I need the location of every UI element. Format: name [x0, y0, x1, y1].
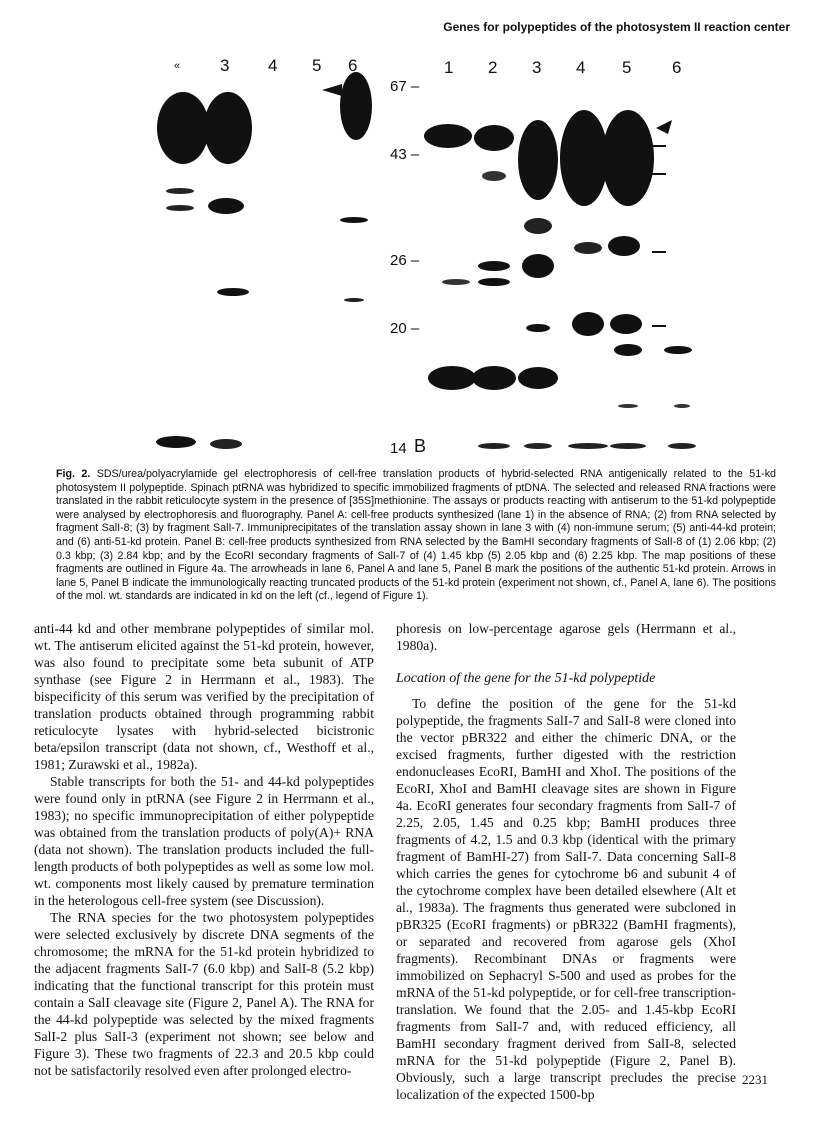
- gel-band: [618, 404, 638, 408]
- gel-band: [478, 443, 510, 449]
- gel-band: [217, 288, 249, 296]
- gel-band: [522, 254, 554, 278]
- panel-b-lane-6: 6: [672, 58, 682, 77]
- panel-a-lane-3: 3: [220, 56, 230, 75]
- left-column: [34, 620, 374, 1079]
- mw-marker-43: 43 –: [390, 146, 420, 163]
- mw-marker-14: 14: [390, 440, 407, 457]
- panel-b-gel-area: [390, 48, 704, 458]
- gel-band: [524, 218, 552, 234]
- arrowhead-marker: [656, 120, 672, 134]
- gel-band: [610, 314, 642, 334]
- panel-b-lane-5: 5: [622, 58, 632, 77]
- page-number: 2231: [742, 1072, 768, 1087]
- gel-band: [518, 120, 558, 200]
- gel-band: [574, 242, 602, 254]
- gel-band: [526, 324, 550, 332]
- left-paragraph-1: anti-44 kd and other membrane polypeptides of similar mol. wt. The antiserum elicited against the 51-kd protein, however, was also found to precipitate some beta subunit of ATP synthase (see Figure 2 in Herrmann et al., 1983). The bispecificity of this serum was verified by the precipitation of translation products obtained through programming rabbit reticulocyte lysates with hybrid-selected bicistronic beta/epsilon transcript (data not shown, cf., Westhoff et al., 1981; Zurawski et al., 1982a).: [34, 621, 374, 772]
- gel-band: [482, 171, 506, 181]
- gel-band: [518, 367, 558, 389]
- mw-marker-26: 26 –: [390, 252, 420, 269]
- mw-marker-67: 67 –: [390, 78, 420, 95]
- gel-band: [428, 366, 476, 390]
- gel-band: [340, 72, 372, 140]
- gel-band: [602, 110, 654, 206]
- right-paragraph: To define the position of the gene for the 51-kd polypeptide, the fragments SalI-7 and SalI-8 were cloned into the vector pBR322 and either the chimeric DNA, or the excised fragments, further digested with the restriction endonucleases EcoRI, BamHI and XhoI. The positions of the EcoRI, XhoI and BamHI cleavage sites are shown in Figure 4a. EcoRI generates four secondary fragments from SalI-7 of 2.25, 2.05, 1.45 and 0.25 kbp; BamHI produces three fragments of 4.2, 1.5 and 0.3 kbp (identical with the primary fragment of BamHI-27) from SalI-7. Data concerning SalI-8 which carries the genes for cytochrome b6 and subunit 4 of the cytochrome complex have been detailed elsewhere (Alt et al., 1983a). The fragments thus generated were subcloned in pBR325 (EcoRI fragments) or pBR322 (BamHI fragments), or separated and recovered from agarose gels (XhoI fragments). Recombinant DNAs or fragments were immobilized on Sephacryl S-500 and used as probes for the mRNA of the 51-kd polypeptide, or for cell-free transcription-translation. We found that the 2.05- and 1.45-kbp EcoRI fragments from SalI-7 and, with reduced efficiency, all BamHI secondary fragment derived from SalI-8, selected mRNA for the 51-kd polypeptide (Figure 2, Panel B). Obviously, such a large transcript precludes the precise localization of the expected 1500-bp: [396, 696, 736, 1102]
- gel-band: [668, 443, 696, 449]
- gel-band: [204, 92, 252, 164]
- gel-band: [674, 404, 690, 408]
- gel-band: [478, 278, 510, 286]
- panel-a-lane-6: 6: [348, 56, 358, 75]
- gel-band: [208, 198, 244, 214]
- gel-band: [424, 124, 472, 148]
- caption-label: Fig. 2.: [56, 468, 91, 480]
- gel-band: [344, 298, 364, 302]
- panel-b-lane-1: 1: [444, 58, 454, 77]
- gel-band: [524, 443, 552, 449]
- gel-band: [664, 346, 692, 354]
- gel-band: [340, 217, 368, 223]
- right-column: [396, 620, 736, 1103]
- gel-band: [560, 110, 608, 206]
- panel-b-letter: B: [414, 436, 427, 456]
- gel-band: [474, 125, 514, 151]
- left-paragraph-2: Stable transcripts for both the 51- and 44-kd polypeptides were found only in ptRNA (see Figure 2 in Herrmann et al., 1983); no specific immunoprecipitation of either polypeptide was obtained from the translation products of poly(A)+ RNA (data not shown). The translation products included the full-length products of both polypeptides as well as some low mol. wt. components most likely caused by premature termination in the heterologous cell-free system (see Discussion).: [34, 774, 374, 908]
- gel-band: [478, 261, 510, 271]
- panel-a-corner-mark: «: [174, 60, 181, 72]
- gel-band: [156, 436, 196, 448]
- caption-text: SDS/urea/polyacrylamide gel electrophoresis of cell-free translation products of hybrid-selected RNA antigenically related to the 51-kd photosystem II polypeptide. Spinach ptRNA was hybridized to specific immobilized fragments of ptDNA. The selected and released RNA fractions were translated in the rabbit reticulocyte system in the presence of [35S]methionine. The assays or products reacting with antiserum to the 51-kd polypeptide were analysed by electrophoresis and fluorography. Panel A: cell-free products synthesized (lane 1) in the absence of RNA; (2) from RNA selected by fragment SalI-8; (3) by fragment SalI-7. Immuniprecipitates of the translation assay shown in lane 3 with (4) non-immune serum; (5) anti-44-kd protein; and (6) anti-51-kd protein. Panel B: cell-free products synthesized from RNA selected by the BamHI secondary fragments of SalI-8 of (1) 2.06 kbp; (2) 0.3 kbp; (3) 2.84 kbp; and by the EcoRI secondary fragments of SalI-7 of (4) 1.45 kbp (5) 2.05 kbp and (6) 2.25 kbp. The map positions of these fragments are outlined in Figure 4a. The arrowheads in lane 6, Panel A and lane 5, Panel B mark the positions of the authentic 51-kd protein. Arrows in lane 5, Panel B indicate the immunologically reacting truncated products of the 51-kd protein (experiment not shown, cf., Panel A, lane 6). The positions of the mol. wt. standards are indicated in kd on the left (cf., legend of Figure 1).: [56, 468, 776, 603]
- gel-band: [568, 443, 608, 449]
- panel-a-lane-5: 5: [312, 56, 322, 75]
- panel-b-lane-4: 4: [576, 58, 586, 77]
- gel-band: [166, 188, 194, 194]
- running-header: Genes for polypeptides of the photosystem II reaction center: [443, 20, 790, 34]
- gel-band: [157, 92, 209, 164]
- gel-band: [572, 312, 604, 336]
- gel-band: [210, 439, 242, 449]
- gel-band: [166, 205, 194, 211]
- gel-band: [610, 443, 646, 449]
- figure-caption: [56, 468, 776, 604]
- panel-a-lane-4: 4: [268, 56, 278, 75]
- panel-b-lane-2: 2: [488, 58, 498, 77]
- gel-band: [472, 366, 516, 390]
- panel-b-gel: [396, 48, 704, 458]
- right-continuation: phoresis on low-percentage agarose gels (Herrmann et al., 1980a).: [396, 621, 736, 653]
- gel-band: [608, 236, 640, 256]
- gel-band: [442, 279, 470, 285]
- gel-band: [614, 344, 642, 356]
- left-paragraph-3: The RNA species for the two photosystem polypeptides were selected exclusively by discrete DNA segments of the chromosome; the mRNA for the 51-kd protein hybridized to the adjacent fragments SalI-7 (6.0 kbp) and SalI-8 (5.2 kbp) indicating that the functional transcript for this protein must contain a SalI cleavage site (Figure 2, Panel A). The RNA for the 44-kd polypeptide was selected by the mixed fragments SalI-2 plus SalI-3 (experiment not shown; see below and Figure 3). These two fragments of 22.3 and 20.5 kbp could not be satisfactorily resolved even after prolonged electro-: [34, 910, 374, 1078]
- section-heading: Location of the gene for the 51-kd polypeptide: [396, 671, 656, 686]
- panel-b-lane-3: 3: [532, 58, 542, 77]
- mw-marker-20: 20 –: [390, 320, 420, 337]
- panel-a-gel: [150, 46, 390, 456]
